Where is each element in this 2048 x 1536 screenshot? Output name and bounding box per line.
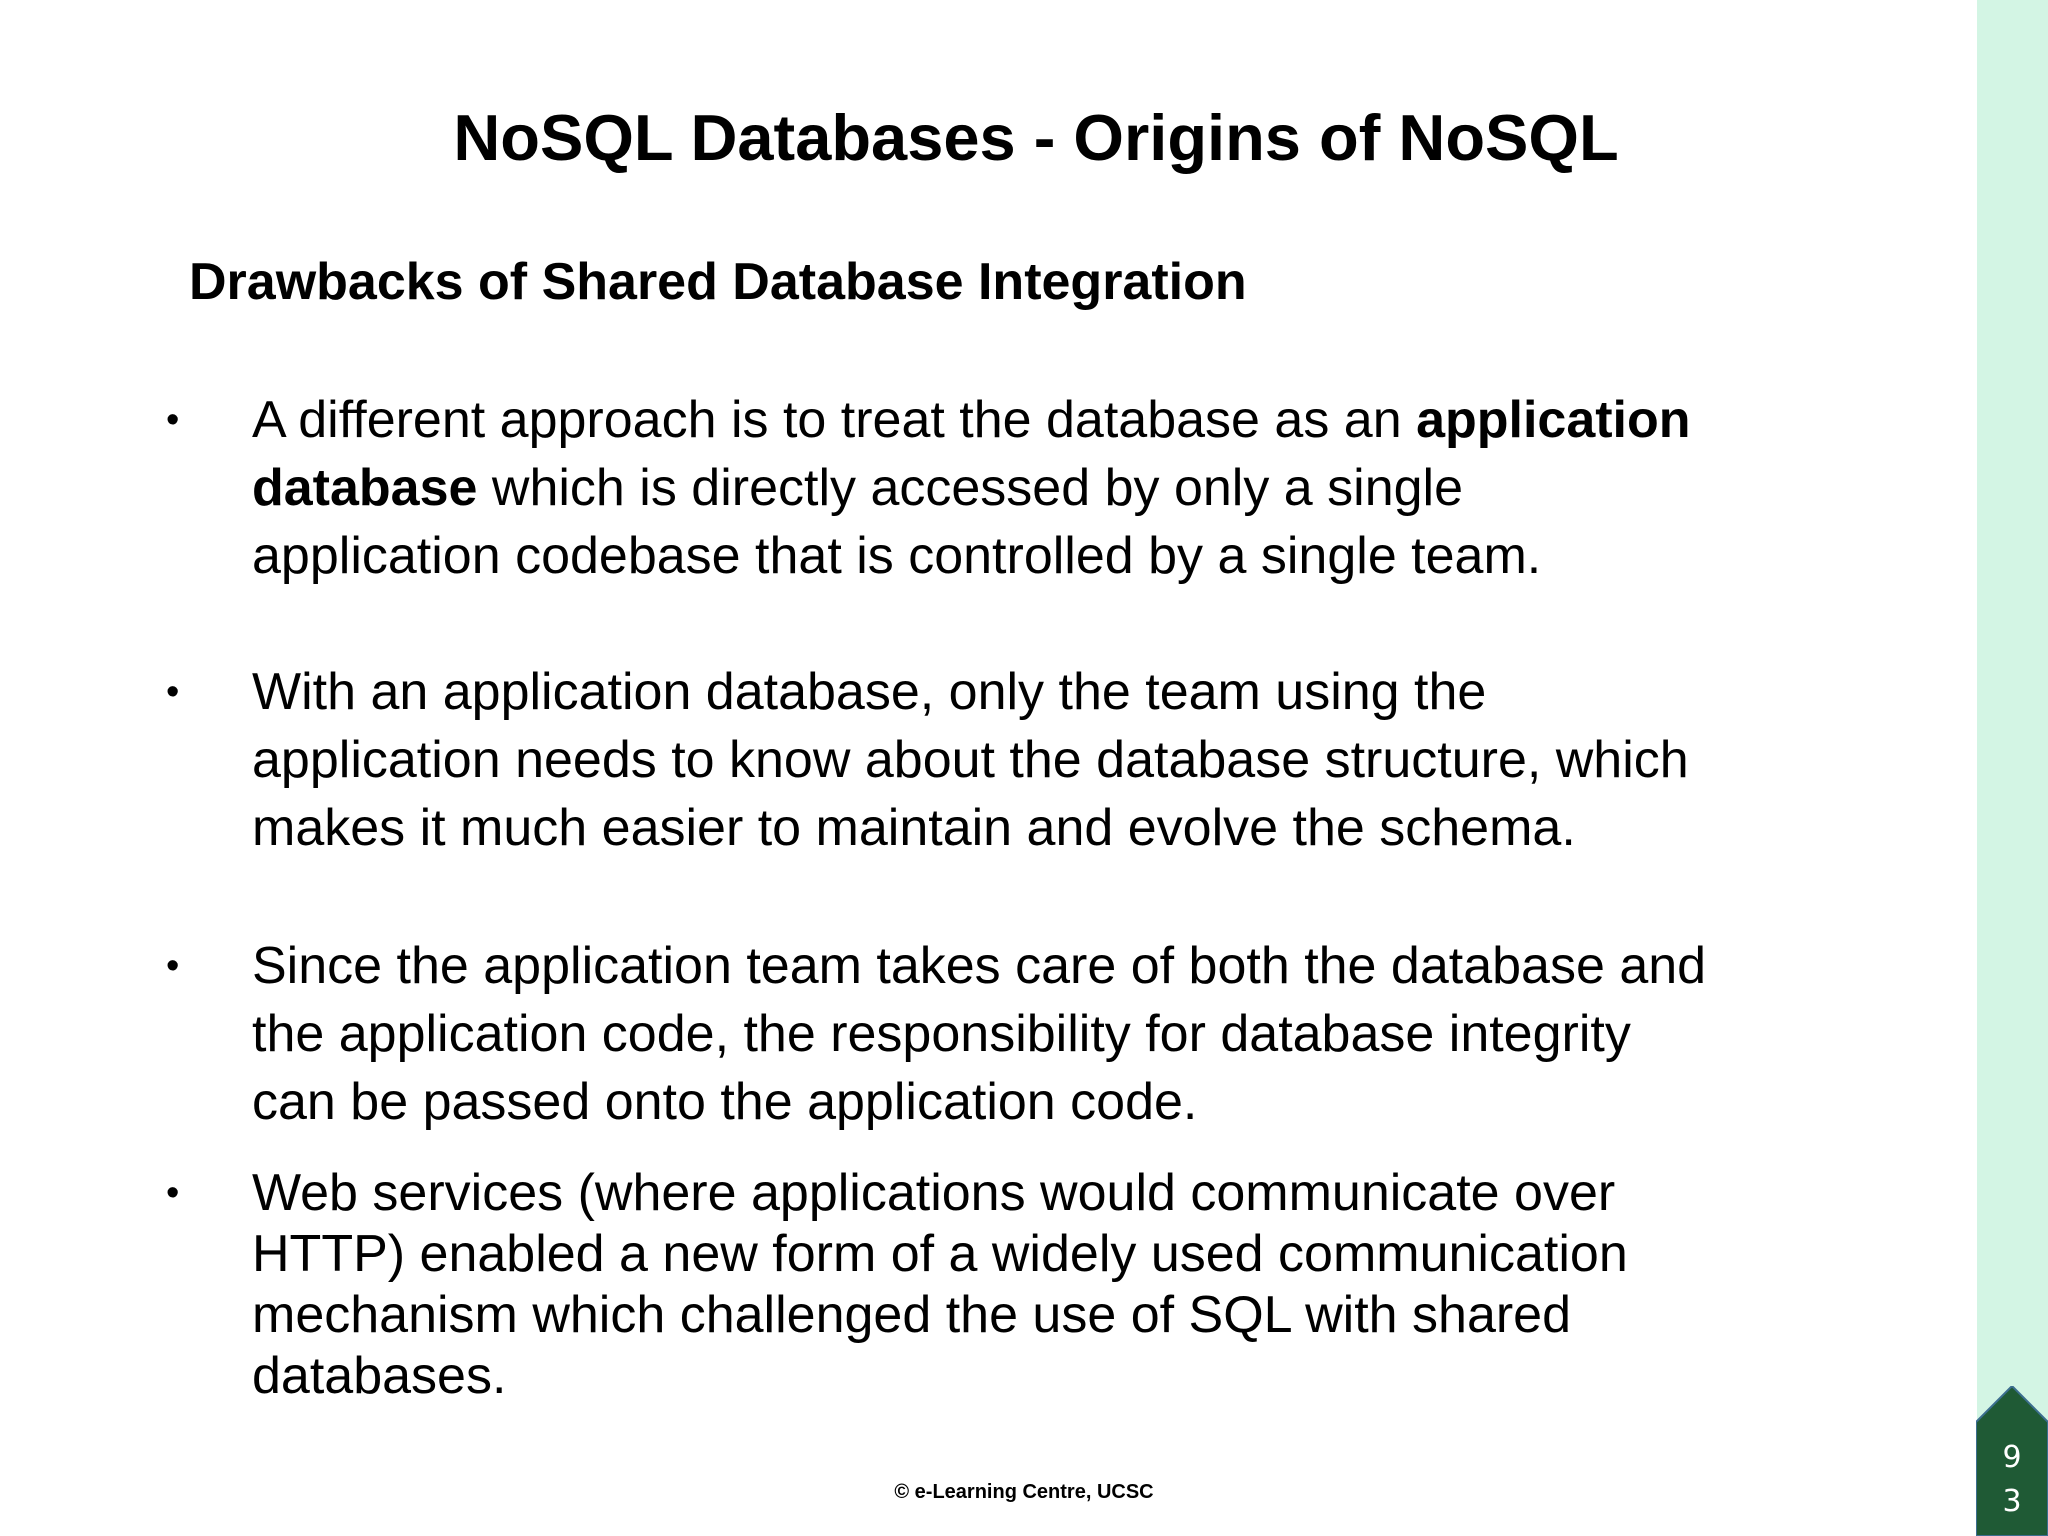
page-number-digit: 3 (2002, 1484, 2022, 1519)
bullet-icon: • (166, 1172, 180, 1214)
text-run: which is directly accessed by only a single (477, 459, 1464, 517)
slide-subtitle: Drawbacks of Shared Database Integration (189, 253, 1247, 311)
bold-term: application (1416, 391, 1691, 449)
bullet-icon: • (166, 945, 180, 987)
bold-term: database (252, 459, 478, 517)
slide-title: NoSQL Databases - Origins of NoSQL (453, 101, 1619, 174)
bullet-line (252, 386, 1872, 454)
side-bar (1977, 0, 2048, 1536)
bullet-text (252, 386, 1872, 590)
bullet-line: databases. (252, 1347, 507, 1405)
bullet-line: HTTP) enabled a new form of a widely used communication (252, 1225, 1628, 1283)
page-number (1976, 1436, 2048, 1524)
bullet-line (252, 454, 1872, 522)
bullet-line: Since the application team takes care of both the database and (252, 937, 1707, 995)
bullet-line: mechanism which challenged the use of SQL with shared (252, 1286, 1572, 1344)
bullet-icon: • (166, 399, 180, 441)
page-number-digit: 9 (2002, 1440, 2022, 1475)
copyright-footer: © e-Learning Centre, UCSC (894, 1481, 1154, 1503)
bullet-line: makes it much easier to maintain and evolve the schema. (252, 799, 1576, 857)
bullet-line: With an application database, only the team using the (252, 663, 1487, 721)
bullet-text (252, 932, 1872, 1136)
bullet-icon: • (166, 671, 180, 713)
bullet-line: application codebase that is controlled by a single team. (252, 527, 1542, 585)
bullet-line: Web services (where applications would communicate over (252, 1164, 1616, 1222)
bullet-text (252, 1163, 1872, 1407)
bullet-text (252, 658, 1872, 862)
bullet-line: the application code, the responsibility for database integrity (252, 1005, 1631, 1063)
text-run: A different approach is to treat the database as an (252, 391, 1417, 449)
bullet-line: can be passed onto the application code. (252, 1073, 1198, 1131)
bullet-line: application needs to know about the database structure, which (252, 731, 1689, 789)
